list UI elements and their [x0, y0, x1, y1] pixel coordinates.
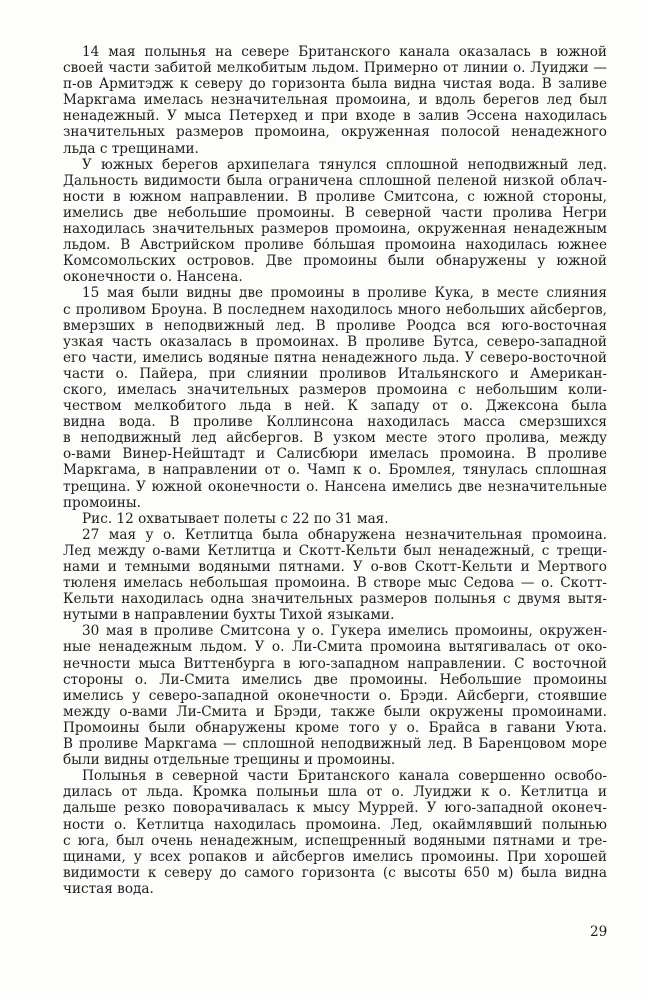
text-line: щинами, у всех ропаков и айсбергов имелись промоины. При хорошей	[63, 848, 607, 865]
text-line: между о-вами Ли-Смита и Брэди, также были окружены промоинами.	[63, 703, 607, 720]
paragraph	[63, 511, 607, 527]
text-line: трещина. У южной оконечности о. Нансена имелись две незначительные	[63, 478, 607, 495]
text-line: имелись у северо-западной оконечности о. Брэди. Айсберги, стоявшие	[63, 687, 607, 704]
text-line: Дальность видимости была ограничена сплошной пеленой низкой облач-	[63, 172, 607, 189]
text-line: Маркгама, в направлении от о. Чамп к о. Бромлея, тянулась сплошная	[63, 462, 607, 479]
text-line: стороны о. Ли-Смита имелись две промоины. Небольшие промоины	[63, 671, 607, 688]
text-line: ского, имелась значительных размеров промоина с небольшим коли-	[63, 381, 607, 398]
text-line: о-вами Винер-Нейштадт и Салисбюри имелась промоина. В проливе	[63, 446, 607, 463]
text-line: ные ненадежным льдом. У о. Ли-Смита промоина вытягивалась от око-	[63, 639, 607, 656]
text-line: чистая вода.	[63, 880, 154, 897]
text-line: видна вода. В проливе Коллинсона находилась масса смерзшихся	[63, 414, 607, 431]
text-line: находилась значительных размеров промоина, окруженная ненадежным	[63, 221, 607, 238]
page-number: 29	[590, 924, 608, 940]
text-line: его части, имелись водяные пятна ненадежного льда. У северо-восточной	[63, 349, 607, 366]
text-line: своей части забитой мелкобитым льдом. Примерно от линии о. Луиджи —	[63, 60, 607, 77]
text-line: промоины.	[63, 494, 141, 511]
text-line: нечности мыса Виттенбурга в юго-западном направлении. С восточной	[63, 655, 607, 672]
text-line: 15 мая были видны две промоины в проливе Кука, в месте слияния	[82, 285, 607, 302]
text-line: части о. Пайера, при слиянии проливов Итальянского и Американ-	[63, 365, 607, 382]
text-line: были видны отдельные трещины и промоины.	[63, 752, 396, 769]
text-line: льда с трещинами.	[63, 140, 199, 157]
text-line: ненадежный. У мыса Петерхед и при входе в залив Эссена находилась	[63, 108, 607, 125]
text-line: 30 мая в проливе Смитсона у о. Гукера имелись промоины, окружен-	[82, 623, 607, 640]
body-text	[63, 44, 607, 897]
text-line: Лед между о-вами Кетлитца и Скотт-Кельти был ненадежный, с трещи-	[63, 542, 607, 559]
text-line: ности о. Кетлитца находилась промоина. Лед, окаймлявший полынью	[63, 816, 607, 833]
text-line: У южных берегов архипелага тянулся сплошной неподвижный лед.	[82, 156, 607, 173]
paragraph	[63, 623, 607, 768]
text-line: узкая часть оказалась в промоинах. В проливе Бутса, северо-западной	[63, 333, 607, 350]
paragraph	[63, 768, 607, 897]
paragraph	[63, 285, 607, 510]
text-line: Комсомольских островов. Две промоины были обнаружены у южной	[63, 253, 607, 270]
text-line: с юга, был очень ненадежным, испещренный водяными пятнами и тре-	[63, 832, 607, 849]
text-line: имелись две небольшие промоины. В северной части пролива Негри	[63, 204, 607, 221]
text-line: Кельти находилась одна значительных размеров полынья с двумя вытя-	[63, 591, 607, 608]
text-line: нутыми в направлении бухты Тихой языками.	[63, 607, 395, 624]
text-line: льдом. В Австрийском проливе бо́льшая промоина находилась южнее	[63, 237, 607, 254]
text-line: с проливом Броуна. В последнем находилось много небольших айсбергов,	[63, 301, 607, 318]
paragraph	[63, 157, 607, 286]
text-line: Рис. 12 охватывает полеты с 22 по 31 мая.	[82, 510, 389, 527]
text-line: дилась от льда. Кромка полыньи шла от о. Луиджи к о. Кетлитца и	[63, 784, 607, 801]
text-line: нами и темными водяными пятнами. У о-вов Скотт-Кельти и Мертвого	[63, 559, 607, 575]
text-line: В проливе Маркгама — сплошной неподвижный лед. В Баренцовом море	[63, 736, 607, 753]
text-line: 27 мая у о. Кетлитца была обнаружена незначительная промоина.	[82, 526, 607, 543]
text-line: значительных размеров промоина, окруженная полосой ненадежного	[63, 124, 607, 141]
text-line: оконечности о. Нансена.	[63, 269, 243, 286]
text-line: п-ов Армитэдж к северу до горизонта была видна чистая вода. В заливе	[63, 76, 607, 93]
text-line: в неподвижный лед айсбергов. В узком месте этого пролива, между	[63, 430, 607, 447]
text-line: чеством мелкобитого льда в ней. К западу от о. Джексона была	[63, 398, 607, 415]
text-line: Полынья в северной части Британского канала совершенно освобо-	[82, 768, 607, 785]
text-line: ности в южном направлении. В проливе Смитсона, с южной стороны,	[63, 188, 607, 205]
text-line: видимости к северу до самого горизонта (с высоты 650 м) была видна	[63, 864, 607, 881]
text-line: 14 мая полынья на севере Британского канала оказалась в южной	[82, 44, 607, 60]
paragraph	[63, 527, 607, 624]
text-line: Маркгама имелась незначительная промоина, и вдоль берегов лед был	[63, 92, 607, 109]
text-line: дальше резко поворачивалась к мысу Муррей. У юго-западной оконеч-	[63, 800, 607, 817]
paragraph	[63, 44, 607, 157]
text-line: вмерзших в неподвижный лед. В проливе Роодса вся юго-восточная	[63, 317, 607, 334]
text-line: Промоины были обнаружены кроме того у о. Брайса в гавани Уюта.	[63, 719, 607, 736]
text-line: тюленя имелась небольшая промоина. В створе мыс Седова — о. Скотт-	[63, 575, 607, 592]
